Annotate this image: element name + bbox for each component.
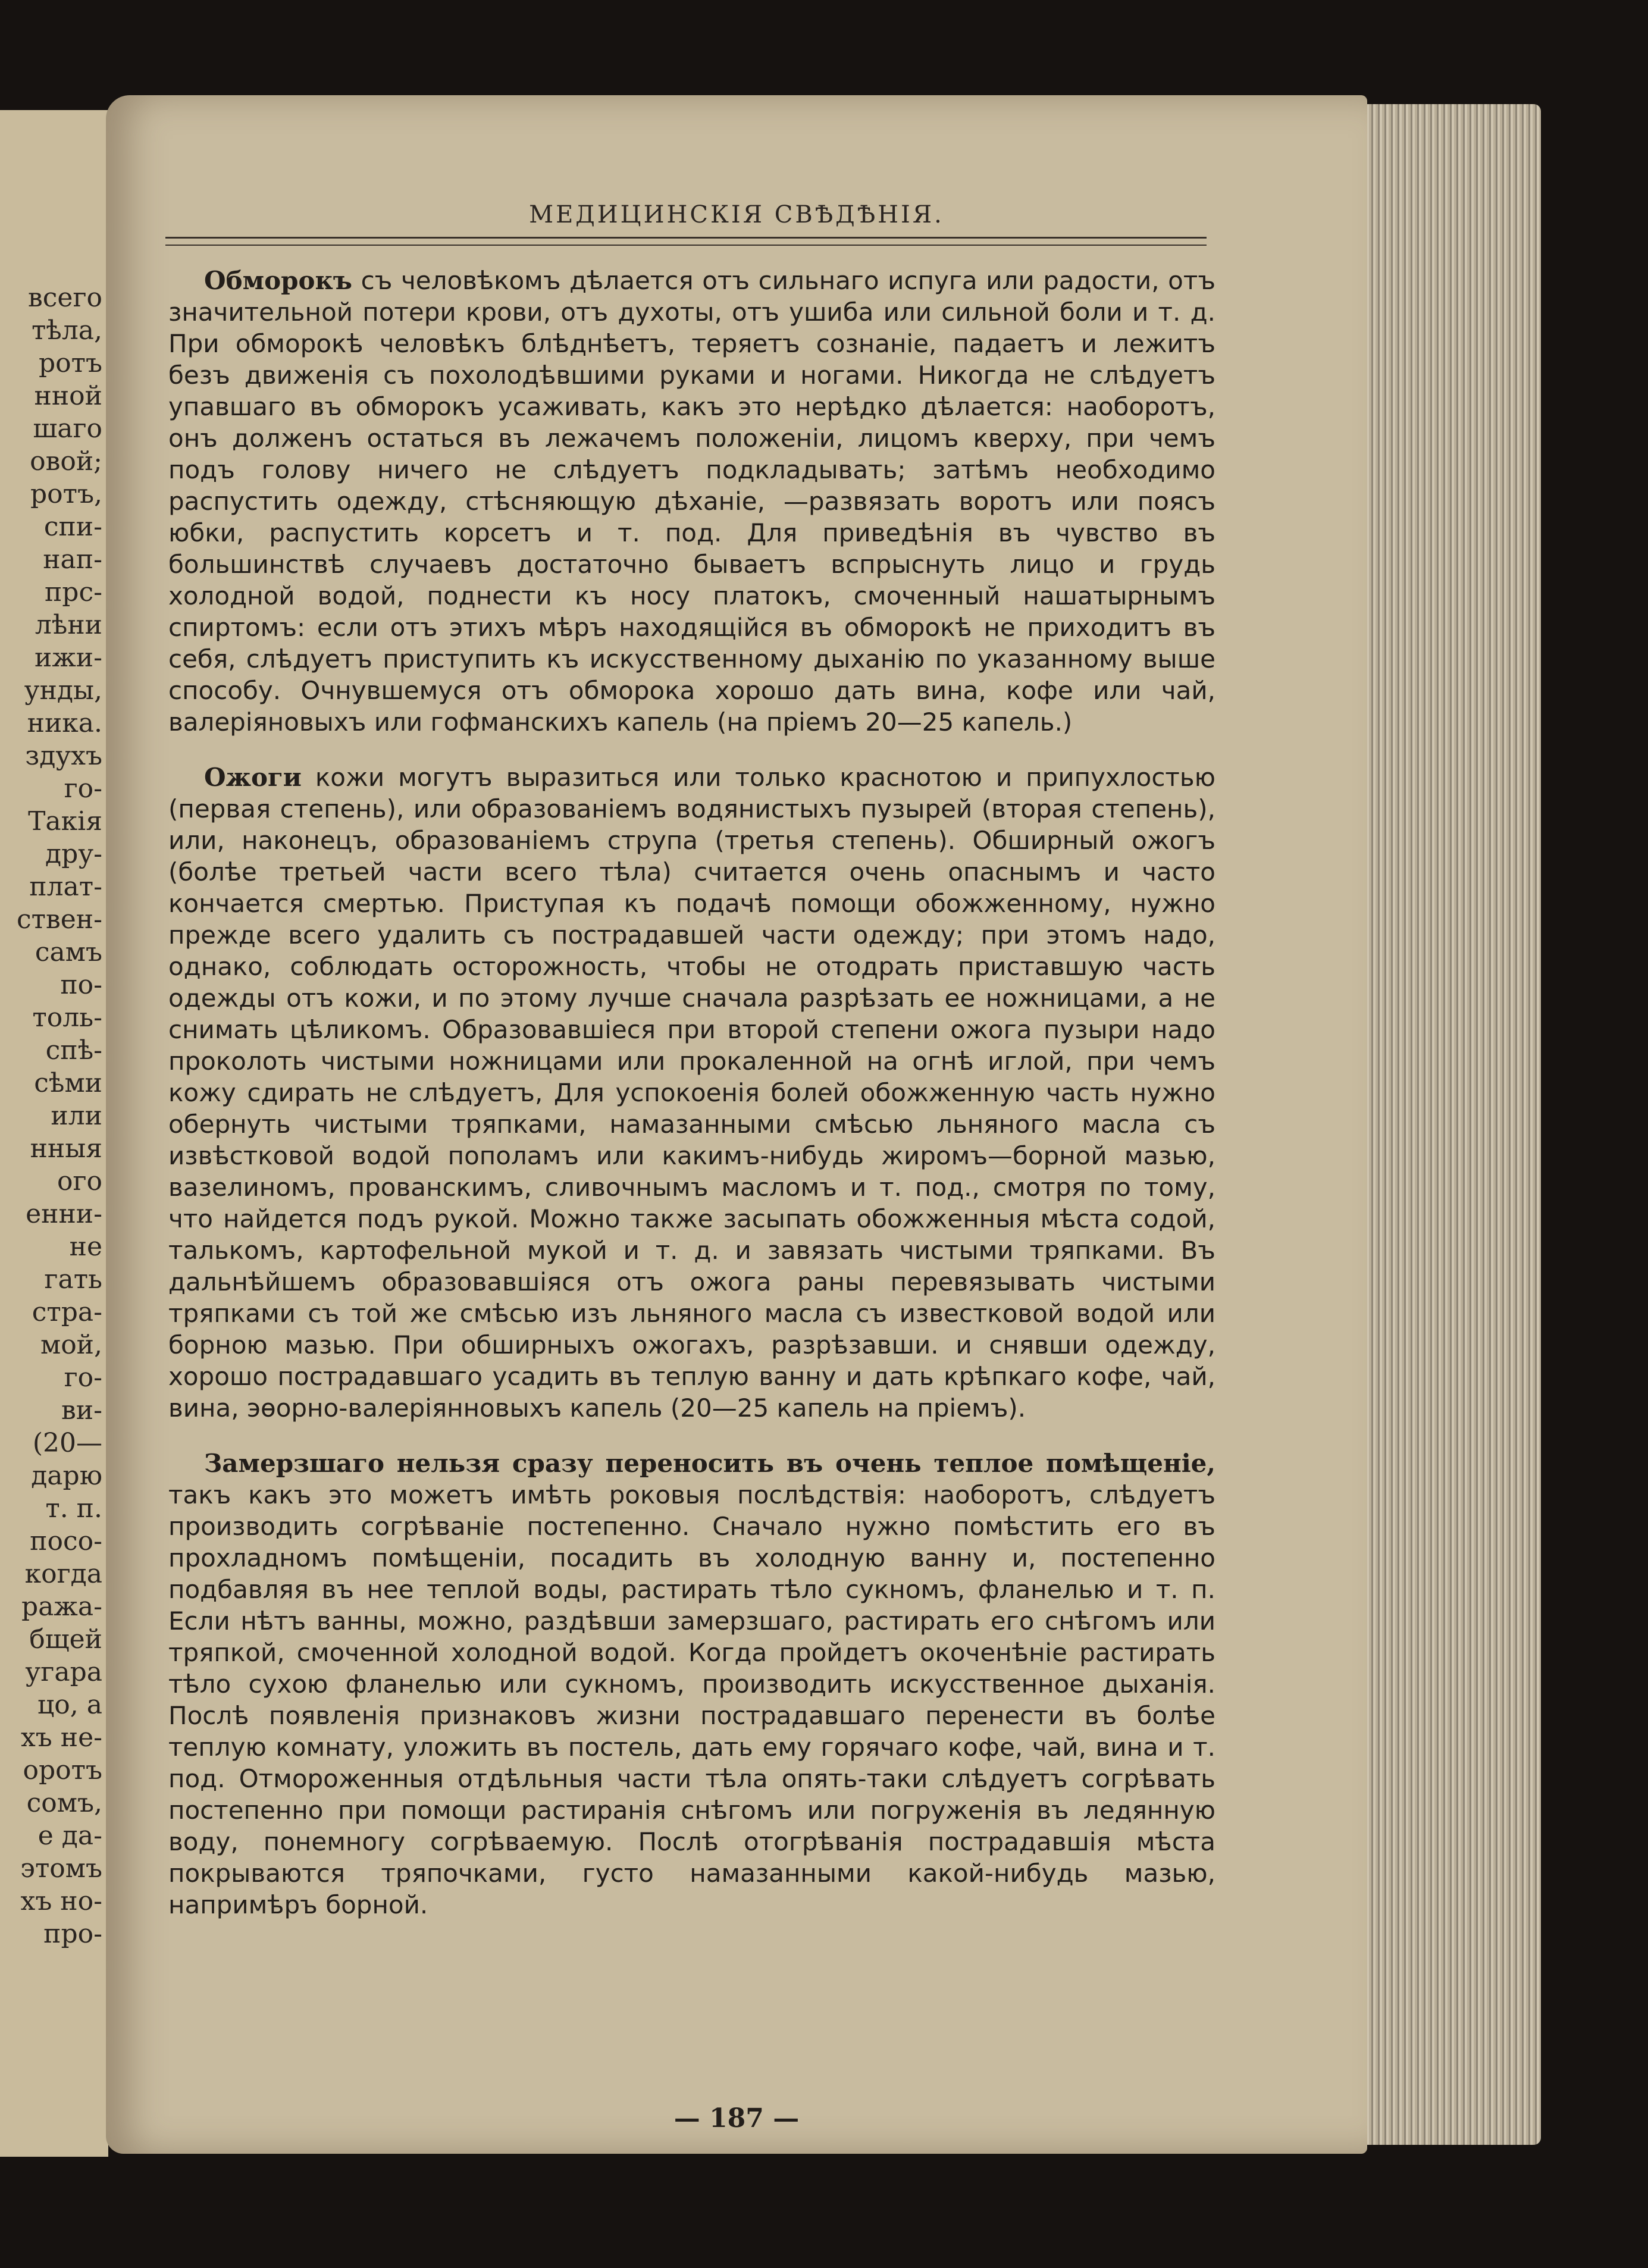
- left-page-fragment: сомъ,: [26, 1788, 102, 1818]
- left-page-fragment: овой;: [30, 446, 102, 477]
- left-page-fragment: самъ: [35, 937, 102, 967]
- left-page-fragment: ротъ: [39, 348, 102, 378]
- left-page-fragment: посо-: [30, 1526, 102, 1556]
- paragraph-lead: Ожоги: [204, 763, 302, 792]
- left-page-fragment: е да-: [37, 1821, 102, 1851]
- left-page-fragment: нап-: [43, 544, 102, 575]
- left-page-fragment: спѣ-: [45, 1035, 102, 1066]
- left-page-fragment: Такія: [28, 806, 102, 837]
- left-page-fragment: оротъ: [23, 1755, 102, 1785]
- left-page-fragment: цо, а: [37, 1690, 102, 1720]
- left-page-fragment: сѣми: [34, 1068, 102, 1098]
- left-page-fragment: стра-: [32, 1297, 102, 1327]
- left-page-fragment: нныя: [30, 1133, 102, 1164]
- left-page-fragment: плат-: [29, 872, 102, 902]
- left-page-fragment: енни-: [26, 1199, 102, 1229]
- left-page-fragment: гать: [44, 1264, 102, 1295]
- page-number: — 187 —: [673, 2103, 800, 2134]
- left-page-fragment: шаго: [33, 413, 102, 444]
- left-page-fragment: го-: [64, 1362, 102, 1393]
- left-page-fragment: ижи-: [35, 643, 102, 673]
- left-page-fragment: не: [69, 1232, 102, 1262]
- left-page-fragment: т. п.: [45, 1493, 102, 1524]
- left-page-fragment: дарю: [31, 1461, 102, 1491]
- page-edge: [1362, 104, 1541, 2145]
- left-page-fragment: ви-: [61, 1395, 102, 1426]
- paragraph-burns: [168, 762, 1215, 1424]
- paragraph-text: такъ какъ это можетъ имѣть роковыя послѣдствія: наоборотъ, слѣдуетъ производить согрѣваніе постепенно. Сначало нужно помѣстить его въ прохладномъ помѣщеніи, посадить въ холодную ванну и, постепенно подбавляя въ нее теплой воды, растирать тѣло сукномъ, фланелью и т. п. Если нѣтъ ванны, можно, раздѣвши замерзшаго, растирать его снѣгомъ или тряпкой, смоченной холодной водой. Когда пройдетъ окоченѣніе растирать тѣло сухою фланелью или сукномъ, производить искусственное дыханія. Послѣ появленія признаковъ жизни пострадавшаго перенести въ болѣе теплую комнату, уложить въ постель, дать ему горячаго кофе, чай, вина и т. под. Отмороженныя отдѣльныя части тѣла опять-таки слѣдуетъ согрѣвать постепенно при помощи растиранія снѣгомъ или погруженія въ ледянную воду, понемногу согрѣваемую. Послѣ отогрѣванія пострадавшія мѣста покрываются тряпочками, густо намазанными какой-нибудь мазью, напримѣръ борной.: [168, 1480, 1215, 1919]
- left-page-fragment: го-: [64, 773, 102, 804]
- left-page-fragment: прс-: [44, 577, 102, 607]
- left-page-fragment: по-: [60, 970, 102, 1000]
- running-title: МЕДИЦИНСКІЯ СВѢДѢНІЯ.: [529, 201, 944, 228]
- left-page-fragment: про-: [43, 1919, 102, 1949]
- left-page-fragment: здухъ: [25, 741, 102, 771]
- left-page-fragment: унды,: [24, 675, 102, 706]
- left-page-fragment: ража-: [21, 1592, 102, 1622]
- left-page-fragment: или: [51, 1101, 102, 1131]
- left-page-fragment: хъ но-: [20, 1886, 102, 1916]
- left-page-fragment: когда: [24, 1559, 102, 1589]
- paragraph-fainting: [168, 265, 1215, 738]
- left-page-fragment: лѣни: [35, 610, 102, 640]
- paragraph-text: съ человѣкомъ дѣлается отъ сильнаго испуга или радости, отъ значительной потери крови, отъ духоты, отъ ушиба или сильной боли и т. д. При обморокѣ человѣкъ блѣднѣетъ, теряетъ сознаніе, падаетъ и лежитъ безъ движенія съ похолодѣвшими руками и ногами. Никогда не слѣдуетъ упавшаго въ обморокъ усаживать, какъ это нерѣдко дѣлается: наоборотъ, онъ долженъ остаться въ лежачемъ положеніи, лицомъ кверху, при чемъ подъ голову ничего не слѣдуетъ подкладывать; затѣмъ необходимо распустить одежду, стѣсняющую дѣханіе, —развязать воротъ или поясъ юбки, распустить корсетъ и т. под. Для приведѣнія въ чувство въ большинствѣ случаевъ достаточно бываетъ вспрыснуть лицо и грудь холодной водой, поднести къ носу платокъ, смоченный нашатырнымъ спиртомъ: если отъ этихъ мѣръ находящійся въ обморокѣ не приходитъ въ себя, слѣдуетъ приступить къ искусственному дыханію по указанному выше способу. Очнувшемуся отъ обморока хорошо дать вина, кофе или чай, валеріяновыхъ или гофманскихъ капель (на пріемъ 20—25 капель.): [168, 266, 1215, 737]
- paragraph-text: кожи могутъ выразиться или только краснотою и припухлостью (первая степень), или образованіемъ водянистыхъ пузырей (вторая степень), или, наконецъ, образованіемъ струпа (третья степень). Обширный ожогъ (болѣе третьей части всего тѣла) считается очень опаснымъ и часто кончается смертью. Приступая къ подачѣ помощи обожженному, нужно прежде всего удалить съ пострадавшей части одежду; при этомъ надо, однако, соблюдать осторожность, чтобы не отодрать приставшую часть одежды отъ кожи, и по этому лучше сначала разрѣзать ее ножницами, а не снимать цѣликомъ. Образовавшіеся при второй степени ожога пузыри надо проколоть чистыми ножницами или прокаленной на огнѣ иглой, при чемъ кожу сдирать не слѣдуетъ, Для успокоенія болей обожженную часть нужно обернуть чистыми тряпками, намазанными смѣсью льняного масла съ извѣстковой водой пополамъ или какимъ-нибудь жиромъ—борной мазью, вазелиномъ, прованскимъ, сливочнымъ масломъ и т. под., смотря по тому, что найдется подъ рукой. Можно также засыпать обожженныя мѣста содой, талькомъ, картофельной мукой и т. д. и завязать чистыми тряпками. Въ дальнѣйшемъ образовавшіяся отъ ожога раны перевязывать чистыми тряпками съ той же смѣсью изъ льняного масла съ известковой водой или борною мазью. При обширныхъ ожогахъ, разрѣзавши. и снявши одежду, хорошо пострадавшаго усадить въ теплую ванну и дать крѣпкаго кофе, чай, вина, эѳорно-валеріянновыхъ капель (20—25 капель на пріемъ).: [168, 763, 1215, 1423]
- left-page-fragment: угара: [25, 1657, 102, 1687]
- left-page-fragment: хъ не-: [20, 1722, 102, 1753]
- left-page-fragment: (20—: [32, 1428, 102, 1458]
- left-page-fragment: нной: [34, 381, 102, 411]
- header-rule: [165, 237, 1207, 246]
- page-body: [168, 265, 1215, 1944]
- left-page-fragment: всего: [28, 283, 102, 313]
- left-page-fragment: мой,: [40, 1330, 102, 1360]
- left-page-fragment: ротъ,: [30, 479, 102, 509]
- left-page-fragment: ника.: [27, 708, 102, 738]
- paragraph-lead: Обморокъ: [204, 266, 353, 295]
- left-page-fragment: тѣла,: [31, 315, 102, 346]
- left-page-fragment: дру-: [45, 839, 102, 869]
- left-page-fragment: спи-: [43, 512, 102, 542]
- book-page: [106, 95, 1367, 2154]
- left-page-fragment: ого: [57, 1166, 102, 1196]
- left-page-fragment: ствен-: [17, 904, 102, 935]
- paragraph-lead: Замерзшаго нельзя сразу переносить въ очень теплое помѣщеніе,: [204, 1449, 1215, 1478]
- left-page-fragment: бщей: [29, 1624, 102, 1655]
- paragraph-frostbite: [168, 1448, 1215, 1921]
- left-page-fragment: толь-: [32, 1003, 102, 1033]
- left-page-fragment: этомъ: [20, 1853, 102, 1884]
- left-page: [0, 110, 108, 2157]
